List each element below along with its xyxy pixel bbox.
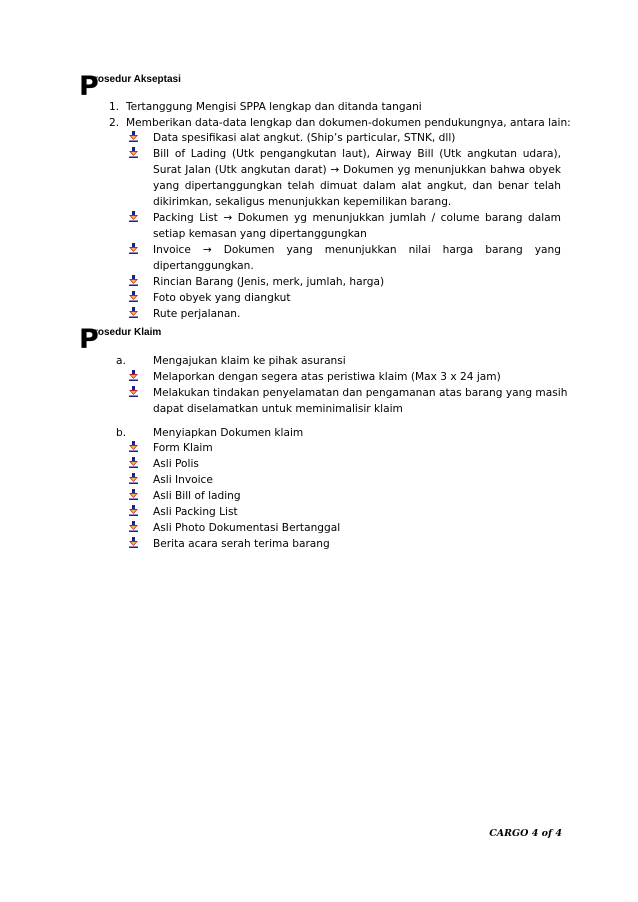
bullet-text-line: Foto obyek yang diangkut (153, 292, 291, 304)
bullet-text-line: Asli Bill of lading (153, 490, 241, 502)
drop-cap: P (79, 71, 99, 102)
arrow-bullet-icon (128, 537, 139, 548)
bullet-text-line: setiap kemasan yang dipertanggungkan (153, 228, 367, 240)
bullet-text-line: Asli Packing List (153, 506, 238, 518)
bullet-text-line: Melakukan tindakan penyelamatan dan pengamanan atas barang yang masih (153, 387, 568, 399)
arrow-bullet-icon (128, 131, 139, 142)
bullet-text-line: Invoice → Dokumen yang menunjukkan nilai harga barang yang (153, 244, 561, 256)
list-item: Menyiapkan Dokumen klaim (153, 427, 304, 439)
list-letter: b. (116, 427, 127, 439)
list-item: Mengajukan klaim ke pihak asuransi (153, 355, 346, 367)
page-footer: CARGO 4 of 4 (489, 828, 562, 839)
arrow-bullet-icon (128, 441, 139, 452)
arrow-bullet-icon (128, 489, 139, 500)
arrow-bullet-icon (128, 370, 139, 381)
arrow-bullet-icon (128, 275, 139, 286)
arrow-bullet-icon (128, 386, 139, 397)
arrow-bullet-icon (128, 473, 139, 484)
list-letter: a. (116, 355, 126, 367)
arrow-bullet-icon (128, 291, 139, 302)
list-item: Memberikan data-data lengkap dan dokumen-dokumen pendukungnya, antara lain: (126, 117, 571, 129)
bullet-text-line: Form Klaim (153, 442, 213, 454)
section-title: rosedur Klaim (94, 327, 162, 338)
bullet-text-line: Packing List → Dokumen yg menunjukkan jumlah / colume barang dalam (153, 212, 561, 224)
section-title: rosedur Akseptasi (94, 74, 181, 85)
drop-cap: P (79, 324, 99, 355)
arrow-bullet-icon (128, 147, 139, 158)
bullet-text-line: Asli Invoice (153, 474, 213, 486)
bullet-text-line: Rute perjalanan. (153, 308, 241, 320)
bullet-text-line: Surat Jalan (Utk angkutan darat) → Dokumen yg menunjukkan bahwa obyek (153, 164, 561, 176)
bullet-text-line: dipertanggungkan. (153, 260, 254, 272)
bullet-text-line: Asli Photo Dokumentasi Bertanggal (153, 522, 341, 534)
bullet-text-line: Data spesifikasi alat angkut. (Ship’s particular, STNK, dll) (153, 132, 456, 144)
list-number: 1. (109, 101, 120, 113)
arrow-bullet-icon (128, 457, 139, 468)
bullet-text-line: yang dipertanggungkan telah dimuat dalam alat angkut, dan benar telah (153, 180, 561, 192)
bullet-text-line: Asli Polis (153, 458, 199, 470)
bullet-text-line: dapat diselamatkan untuk meminimalisir klaim (153, 403, 403, 415)
bullet-text-line: dikirimkan, sekaligus menunjukkan kepemilikan barang. (153, 196, 452, 208)
arrow-bullet-icon (128, 307, 139, 318)
arrow-bullet-icon (128, 521, 139, 532)
arrow-bullet-icon (128, 243, 139, 254)
bullet-text-line: Rincian Barang (Jenis, merk, jumlah, harga) (153, 276, 385, 288)
arrow-bullet-icon (128, 211, 139, 222)
bullet-text-line: Bill of Lading (Utk pengangkutan laut), Airway Bill (Utk angkutan udara), (153, 148, 561, 160)
bullet-text-line: Berita acara serah terima barang (153, 538, 330, 550)
bullet-text-line: Melaporkan dengan segera atas peristiwa klaim (Max 3 x 24 jam) (153, 371, 501, 383)
list-number: 2. (109, 117, 120, 129)
list-item: Tertanggung Mengisi SPPA lengkap dan ditanda tangani (126, 101, 422, 113)
arrow-bullet-icon (128, 505, 139, 516)
